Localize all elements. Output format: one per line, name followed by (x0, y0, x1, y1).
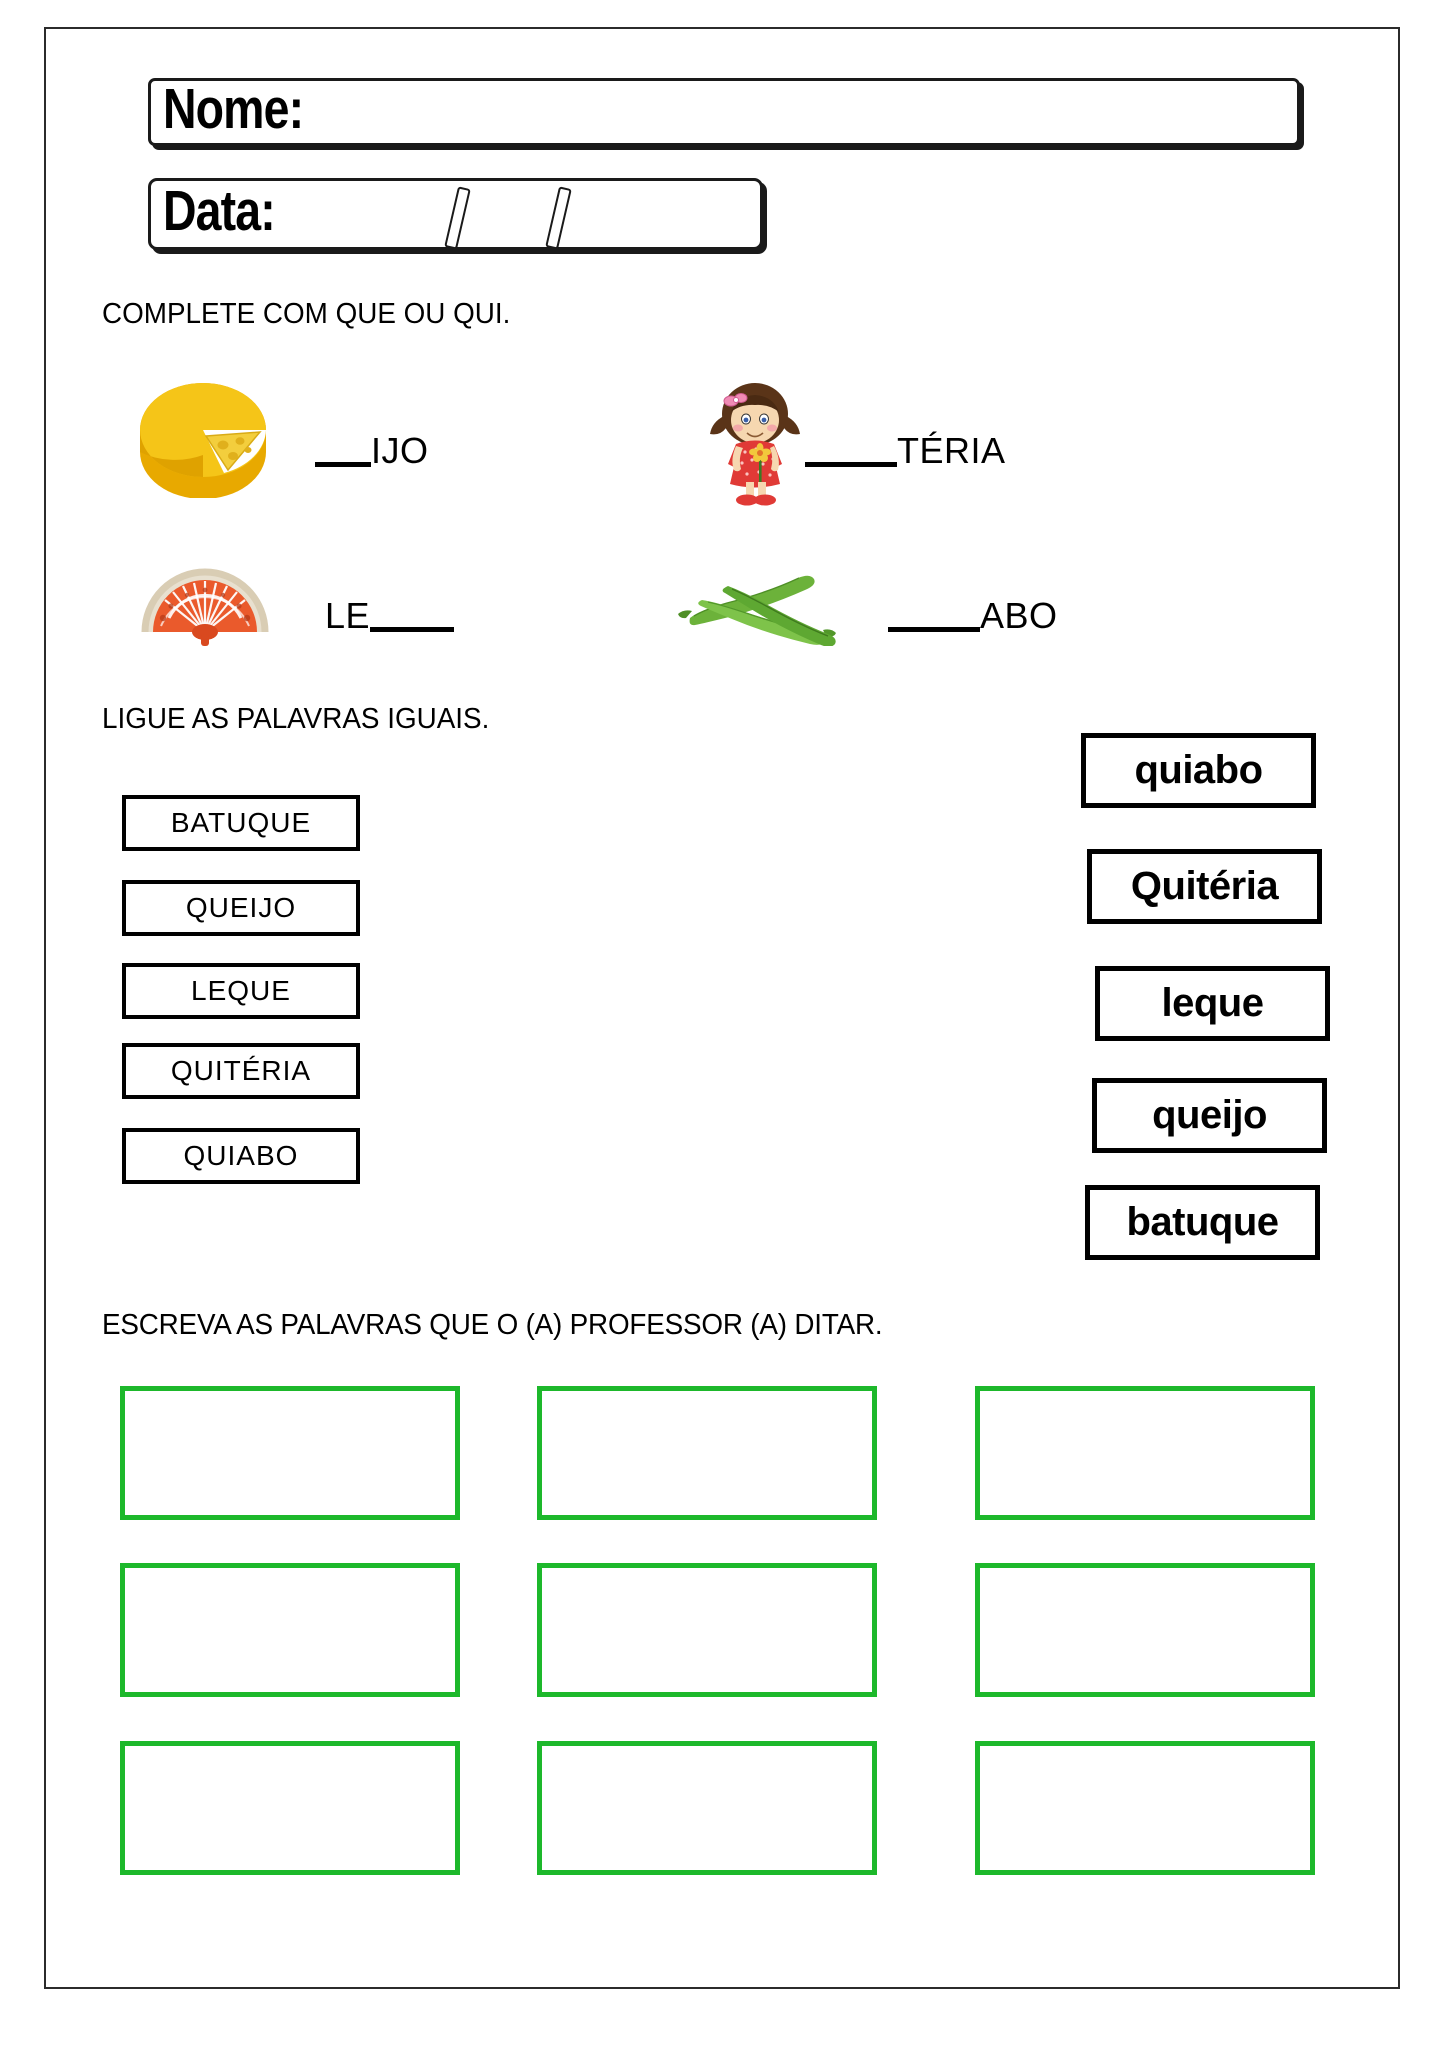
dictation-cell[interactable] (537, 1386, 877, 1520)
complete-word-4 (888, 595, 1058, 637)
match-left-item[interactable] (122, 880, 360, 936)
dictation-cell[interactable] (120, 1741, 460, 1875)
match-left-label: LEQUE (191, 975, 291, 1006)
name-field-box[interactable] (148, 78, 1300, 146)
match-left-item[interactable] (122, 1043, 360, 1099)
complete-word-2 (805, 430, 1006, 472)
instruction-match: LIGUE AS PALAVRAS IGUAIS. (102, 703, 490, 735)
hand-fan-image (135, 548, 275, 648)
match-left-label: BATUQUE (170, 807, 312, 838)
match-right-item[interactable] (1085, 1185, 1320, 1260)
complete-suffix-1: IJO (371, 430, 429, 471)
date-slash-icon (545, 186, 572, 249)
match-right-item[interactable] (1081, 733, 1316, 808)
dictation-cell[interactable] (975, 1386, 1315, 1520)
match-left-item[interactable] (122, 963, 360, 1019)
match-left-item[interactable] (122, 1128, 360, 1184)
blank-line[interactable] (805, 462, 897, 467)
instruction-complete: COMPLETE COM QUE OU QUI. (102, 298, 511, 330)
match-right-label: Quitéria (1130, 864, 1279, 908)
match-right-label: queijo (1152, 1093, 1267, 1137)
blank-line[interactable] (370, 627, 454, 632)
match-left-label: QUEIJO (185, 892, 297, 923)
match-right-item[interactable] (1087, 849, 1322, 924)
date-slash-icon (444, 186, 471, 249)
blank-line[interactable] (315, 462, 371, 467)
match-right-label: leque (1161, 981, 1264, 1025)
instruction-dictation: ESCREVA AS PALAVRAS QUE O (A) PROFESSOR (A) DITAR. (102, 1309, 883, 1341)
girl-quiteria-image (700, 378, 810, 506)
match-left-label: QUIABO (183, 1140, 299, 1171)
match-right-label: quiabo (1134, 748, 1263, 792)
complete-suffix-4: ABO (980, 595, 1058, 636)
complete-word-1 (315, 430, 429, 472)
match-right-item[interactable] (1092, 1078, 1327, 1153)
dictation-cell[interactable] (120, 1386, 460, 1520)
dictation-cell[interactable] (975, 1741, 1315, 1875)
dictation-cell[interactable] (537, 1741, 877, 1875)
dictation-cell[interactable] (975, 1563, 1315, 1697)
complete-word-3 (325, 595, 454, 637)
date-field-box[interactable] (148, 178, 763, 250)
match-left-item[interactable] (122, 795, 360, 851)
match-right-label: batuque (1126, 1200, 1279, 1244)
blank-line[interactable] (888, 627, 980, 632)
okra-image (672, 556, 862, 646)
complete-prefix-3: LE (325, 595, 371, 636)
match-left-label: QUITÉRIA (170, 1055, 312, 1086)
date-label: Data: (163, 179, 275, 243)
cheese-wheel-image (128, 378, 278, 498)
dictation-cell[interactable] (537, 1563, 877, 1697)
name-label: Nome: (163, 77, 304, 141)
dictation-cell[interactable] (120, 1563, 460, 1697)
match-right-item[interactable] (1095, 966, 1330, 1041)
complete-suffix-2: TÉRIA (897, 430, 1006, 471)
